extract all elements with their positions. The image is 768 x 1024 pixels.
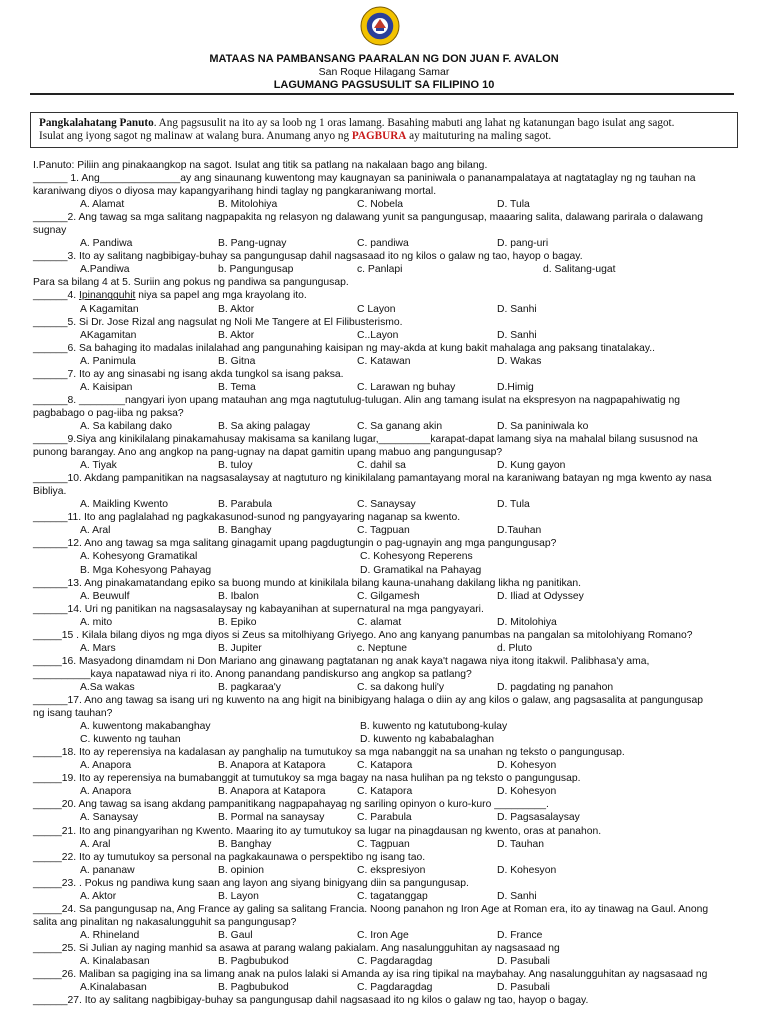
option-d: D. Kohesyon xyxy=(497,760,557,772)
option-b: B. tuloy xyxy=(218,460,253,472)
option-b: B. Layon xyxy=(218,890,259,902)
option-a: A. Alamat xyxy=(80,199,125,211)
option-a: A. Anapora xyxy=(80,760,132,772)
answer-options xyxy=(0,839,768,852)
question-text: ______6. Sa bahaging ito madalas inilalahad ang pangunahing kaisipan ng may-akda at kung bakit mahalaga ang paksang tinatalakay.. xyxy=(33,342,656,354)
question-text-continued: karaniwang diyos o diyosa may kapangyarihang hindi taglay ng pangkaraniwang mortal. xyxy=(33,186,437,198)
question-text-continued: sugnay xyxy=(33,225,67,237)
school-name: MATAAS NA PAMBANSANG PAARALAN NG DON JUAN F. AVALON xyxy=(209,53,559,65)
option-a: A. Kinalabasan xyxy=(80,956,150,967)
question-text-continued: pagbabago o pag-iiba ng paksa? xyxy=(33,407,184,419)
option-b: B. Aktor xyxy=(218,303,255,315)
option-d: D. France xyxy=(497,929,543,941)
option-d: D. Sa paniniwala ko xyxy=(497,420,589,432)
option-d: D. Pasubali xyxy=(497,982,550,994)
question-text: _____19. Ito ay reperensiya na bumabanggit at tumutukoy sa mga bagay na nasa hulihan pa ng teksto o pangungusap. xyxy=(33,773,581,785)
answer-options xyxy=(0,812,768,825)
option-a: A. Beuwulf xyxy=(80,590,130,602)
option-c: c. Neptune xyxy=(357,642,408,654)
option-a: A.Sa wakas xyxy=(80,681,135,693)
option-d: D. Kohesyon xyxy=(497,864,557,876)
option-c: D. Gramatikal na Pahayag xyxy=(360,564,482,576)
question-text: ______12. Ano ang tawag sa mga salitang ginagamit upang pagdugtungin o pag-ugnayin ang mga pangungusap? xyxy=(33,538,557,550)
instructions-label: Pangkalahatang Panuto xyxy=(39,117,154,129)
option-d: D. Kung gayon xyxy=(497,460,566,472)
option-a: A. Maikling Kwento xyxy=(80,499,168,511)
answer-options xyxy=(0,865,768,878)
answer-options xyxy=(0,499,768,512)
question-text: ______14. Uri ng panitikan na nagsasalaysay ng kabayanihan at supernatural na mga pangyayari. xyxy=(33,603,484,615)
option-c: C. pandiwa xyxy=(357,238,409,250)
option-c: C. Katapora xyxy=(357,760,413,772)
option-c: C. Pagdaragdag xyxy=(357,982,433,994)
option-a: A. kuwentong makabanghay xyxy=(80,721,211,733)
question-text: _____15 . Kilala bilang diyos ng mga diyos si Zeus sa mitolhiyang Griyego. Ano ang kanyang panumbas na pangalan sa mitolohiyang Romano? xyxy=(33,629,693,641)
general-instructions-box xyxy=(30,112,738,148)
question-text: ______5. Si Dr. Jose Rizal ang nagsulat ng Noli Me Tangere at El Filibusterismo. xyxy=(33,316,403,328)
answer-options xyxy=(0,304,768,317)
option-c: C. dahil sa xyxy=(357,460,406,472)
option-c: C. Parabula xyxy=(357,812,412,824)
part-one-instructions: I.Panuto: Piliin ang pinakaangkop na sagot. Isulat ang titik sa patlang na nakalaan bago ang bilang. xyxy=(33,160,488,171)
option-b: B. Aktor xyxy=(218,329,255,341)
option-c: C. Kohesyong Reperens xyxy=(360,551,473,563)
question-text: ______9.Siya ang kinikilalang pinakamahusay makisama sa kanilang lugar,_________karapat-dapat lamang siya na mahalal bilang sususnod na xyxy=(33,434,698,445)
option-d: D. Tula xyxy=(497,499,530,511)
answer-options xyxy=(0,721,768,734)
answer-options xyxy=(0,199,768,212)
option-c: C. Katawan xyxy=(357,355,411,367)
instructions-text-1: . Ang pagsusulit na ito ay sa loob ng 1 oras lamang. Basahing mabuti ang lahat ng katanungan bago isulat ang sagot. xyxy=(153,117,675,129)
question-text: _____21. Ito ang pinangyarihan ng Kwento. Maaring ito ay tumutukoy sa lugar na pinagdausan ng kwento, oras at panahon. xyxy=(33,825,602,837)
option-c: C..Layon xyxy=(357,329,399,341)
instructions-warning: PAGBURA xyxy=(351,130,407,142)
option-b: B. opinion xyxy=(218,864,265,876)
option-d: D. Tula xyxy=(497,199,530,211)
option-a: A.Kinalabasan xyxy=(80,982,147,994)
option-d: D. Tauhan xyxy=(497,838,544,850)
answer-options xyxy=(0,591,768,604)
option-b: B. Gaul xyxy=(218,929,253,941)
option-d: D. Sanhi xyxy=(497,303,537,315)
option-a: A. Rhineland xyxy=(80,929,140,941)
option-d: D. Iliad at Odyssey xyxy=(497,590,584,602)
option-b: B. Pormal na sanaysay xyxy=(218,812,325,824)
option-b: B. Banghay xyxy=(218,525,272,537)
answer-options xyxy=(0,956,768,969)
answer-options xyxy=(0,551,768,564)
question-text: _____22. Ito ay tumutukoy sa personal na pagkakaunawa o perspektibo ng isang tao. xyxy=(33,851,426,863)
school-seal-logo xyxy=(360,6,400,46)
question-text-rest: niya sa papel ang mga krayolang ito. xyxy=(135,290,307,302)
option-c: C. Katapora xyxy=(357,786,413,798)
question-text: _____26. Maliban sa pagiging ina sa limang anak na pulos lalaki si Amanda ay isa ring tipikal na maybahay. Ang nasalungguhitan ay nagsasaad ng xyxy=(33,969,708,981)
option-c: C Layon xyxy=(357,303,396,315)
option-b: B. Banghay xyxy=(218,838,272,850)
question-text-continued: __________kaya napatawad niya ri ito. Anong panandang pandiskurso ang angkop sa patlang? xyxy=(33,668,472,680)
answer-options xyxy=(0,760,768,773)
option-a: B. Mga Kohesyong Pahayag xyxy=(80,564,212,576)
option-d: D. Kohesyon xyxy=(497,786,557,798)
option-a: A. Sa kabilang dako xyxy=(80,420,173,432)
option-a: A. Aral xyxy=(80,838,111,850)
option-a: A. pananaw xyxy=(80,864,135,876)
question-text: ______2. Ang tawag sa mga salitang nagpapakita ng relasyon ng dalawang yunit sa pangungusap, maaaring salita, dalawang parirala o dalawang xyxy=(33,212,703,224)
option-c: C. sa dakong huli'y xyxy=(357,681,445,693)
option-b: B. Anapora at Katapora xyxy=(218,760,326,772)
option-c: C. Pagdaragdag xyxy=(357,956,433,967)
option-a: A. Kaisipan xyxy=(80,381,133,393)
answer-options xyxy=(0,356,768,369)
question-text: _____23. . Pokus ng pandiwa kung saan ang layon ang siyang binigyang diin sa pangungusap. xyxy=(33,877,469,889)
question-text-continued: Bibliya. xyxy=(33,486,67,498)
option-b: B. Pang-ugnay xyxy=(218,238,287,250)
answer-options xyxy=(0,643,768,656)
option-b: B. Pagbubukod xyxy=(218,956,289,967)
option-c: C. Sa ganang akin xyxy=(357,420,443,432)
option-b: b. Pangungusap xyxy=(218,264,294,276)
option-c: C. Iron Age xyxy=(357,929,409,941)
question-text: _____20. Ang tawag sa isang akdang pampanitikang nagpapahayag ng sariling opinyon o kuro-kuro _________. xyxy=(33,799,549,811)
option-c: B. kuwento ng katutubong-kulay xyxy=(360,721,508,733)
option-b: B. Anapora at Katapora xyxy=(218,786,326,798)
answer-options xyxy=(0,617,768,630)
question-text: ______10. Akdang pampanitikan na nagsasalaysay at nagtuturo ng kinikilalang pamantayang moral na karaniwang batayan ng mga kwento ay nasa xyxy=(33,473,712,485)
option-b: B. Tema xyxy=(218,381,256,393)
school-address: San Roque Hilagang Samar xyxy=(318,66,450,78)
option-d: d. Salitang-ugat xyxy=(543,264,616,276)
question-text: ______ 1. Ang______________ay ang sinaunang kuwentong may kaugnayan sa paniniwala o pananampalataya at nagtataglay ng ng tauhan na xyxy=(33,173,696,184)
answer-options xyxy=(0,525,768,538)
question-text-continued: ng isang tauhan? xyxy=(33,708,113,720)
option-c: D. kuwento ng kababalaghan xyxy=(360,734,494,746)
option-c: C. Tagpuan xyxy=(357,838,410,850)
question-text: _____25. Si Julian ay naging manhid sa asawa at parang walang pakialam. Ang nasalungguhitan ay nagsasaad ng xyxy=(33,942,560,954)
question-text: _____18. Ito ay reperensiya na kadalasan ay panghalip na tumutukoy sa mga nabanggit na sa unahan ng teksto o pangungusap. xyxy=(33,747,625,759)
answer-options xyxy=(0,891,768,904)
question-text: _____24. Sa pangungusap na, Ang France ay galing sa salitang Francia. Noong panahon ng Iron Age at Roman era, ito ay tinawag na Gaul. Anong xyxy=(33,903,709,915)
option-a: A. Tiyak xyxy=(80,460,117,472)
option-c: C. Gilgamesh xyxy=(357,590,420,602)
option-a: A. Sanaysay xyxy=(80,812,139,824)
answer-options xyxy=(0,421,768,434)
option-a: A. Aktor xyxy=(80,890,117,902)
option-c: C. ekspresiyon xyxy=(357,864,426,876)
answer-blank: ______4. xyxy=(33,290,80,302)
question-text: _____16. Masyadong dinamdam ni Don Mariano ang ginawang pagtatanan ng anak kaya't nagawa niya itong itakwil. Palibhasa'y ama, xyxy=(33,655,650,667)
option-a: AKagamitan xyxy=(80,329,137,341)
option-d: D. Pasubali xyxy=(497,956,550,967)
answer-options xyxy=(0,238,768,251)
option-b: B. Parabula xyxy=(218,499,273,511)
option-b: B. Ibalon xyxy=(218,590,259,602)
question-text: ______8. ________nangyari iyon upang matauhan ang mga nagtutulug-tulugan. Alin ang tamang isulat na ekspresyon na nagpapahiwatig ng xyxy=(33,394,680,406)
section-note: Para sa bilang 4 at 5. Suriin ang pokus ng pandiwa sa pangungusap. xyxy=(33,277,349,289)
answer-options xyxy=(0,734,768,747)
option-c: c. Panlapi xyxy=(357,264,403,276)
option-d: D. Sanhi xyxy=(497,890,537,902)
option-c: C. Tagpuan xyxy=(357,525,410,537)
option-b: B. Pagbubukod xyxy=(218,982,289,994)
option-b: B. pagkaraa'y xyxy=(218,681,281,693)
option-d: D. Sanhi xyxy=(497,329,537,341)
option-c: C. tagatanggap xyxy=(357,890,428,902)
option-d: D.Tauhan xyxy=(497,525,542,537)
option-c: C. Larawan ng buhay xyxy=(357,381,456,393)
instructions-text-2: Isulat ang iyong sagot ng malinaw at walang bura. Anumang anyo ng xyxy=(39,130,352,142)
option-a: A. Kohesyong Gramatikal xyxy=(80,551,198,563)
option-b: B. Gitna xyxy=(218,355,256,367)
question-text: ______17. Ano ang tawag sa isang uri ng kuwento na ang higit na binibigyang halaga o diin ay ang kilos o galaw, ang pagsasalita at pangungusap xyxy=(33,695,703,706)
answer-options xyxy=(0,786,768,799)
option-c: C. alamat xyxy=(357,616,402,628)
underlined-word: Ipinangguhit xyxy=(79,290,136,302)
option-d: D. Pagsasalaysay xyxy=(497,812,580,824)
question-text: ______27. Ito ay salitang nagbibigay-buhay sa pangungusap dahil nagsasaad ito ng kilos o galaw ng tao, hayop o bagay. xyxy=(33,995,589,1007)
question-text: ______7. Ito ay ang sinasabi ng isang akda tungkol sa isang paksa. xyxy=(33,368,344,380)
answer-options xyxy=(0,930,768,943)
question-text-continued: punong barangay. Ano ang angkop na pang-ugnay na dapat gamitin upang mabuo ang pangungusap? xyxy=(33,447,503,459)
instructions-text-3: ay maituturing na maling sagot. xyxy=(406,130,552,142)
option-a: A. Anapora xyxy=(80,786,132,798)
answer-options xyxy=(0,382,768,395)
option-a: A. Aral xyxy=(80,525,111,537)
option-a: A. Pandiwa xyxy=(80,238,133,250)
option-d: D. Wakas xyxy=(497,355,542,367)
header-divider xyxy=(30,93,734,95)
answer-options xyxy=(0,264,768,277)
answer-options xyxy=(0,460,768,473)
option-b: B. Sa aking palagay xyxy=(218,420,311,432)
option-d: d. Pluto xyxy=(497,642,533,654)
option-a: A Kagamitan xyxy=(80,303,139,315)
option-a: C. kuwento ng tauhan xyxy=(80,734,181,746)
option-a: A. mito xyxy=(80,616,113,628)
exam-title: LAGUMANG PAGSUSULIT SA FILIPINO 10 xyxy=(273,79,495,91)
question-text xyxy=(33,290,738,303)
option-d: D. Mitolohiya xyxy=(497,616,557,628)
option-d: D. pang-uri xyxy=(497,238,549,250)
option-d: D. pagdating ng panahon xyxy=(497,681,614,693)
option-a: A.Pandiwa xyxy=(80,264,130,276)
option-b: B. Jupiter xyxy=(218,642,262,654)
option-b: B. Mitolohiya xyxy=(218,199,278,211)
option-a: A. Mars xyxy=(80,642,116,654)
answer-options xyxy=(0,982,768,995)
answer-options xyxy=(0,330,768,343)
option-c: C. Sanaysay xyxy=(357,499,416,511)
question-text-continued: salita ang pinalitan ng nakasalungguhit sa pangungusap? xyxy=(33,916,297,928)
question-text: ______3. Ito ay salitang nagbibigay-buhay sa pangungusap dahil nagsasaad ito ng kilos o galaw ng tao, hayop o bagay. xyxy=(33,251,583,263)
answer-options xyxy=(0,682,768,695)
answer-options xyxy=(0,565,768,578)
option-d: D.Himig xyxy=(497,381,534,393)
question-text: ______11. Ito ang paglalahad ng pagkakasunod-sunod ng pangyayaring naganap sa kwento. xyxy=(33,512,461,524)
option-c: C. Nobela xyxy=(357,199,403,211)
option-b: B. Epiko xyxy=(218,616,257,628)
question-text: ______13. Ang pinakamatandang epiko sa buong mundo at kinikilala bilang kauna-unahang dakilang likha ng panitikan. xyxy=(33,577,582,589)
option-a: A. Panimula xyxy=(80,355,136,367)
